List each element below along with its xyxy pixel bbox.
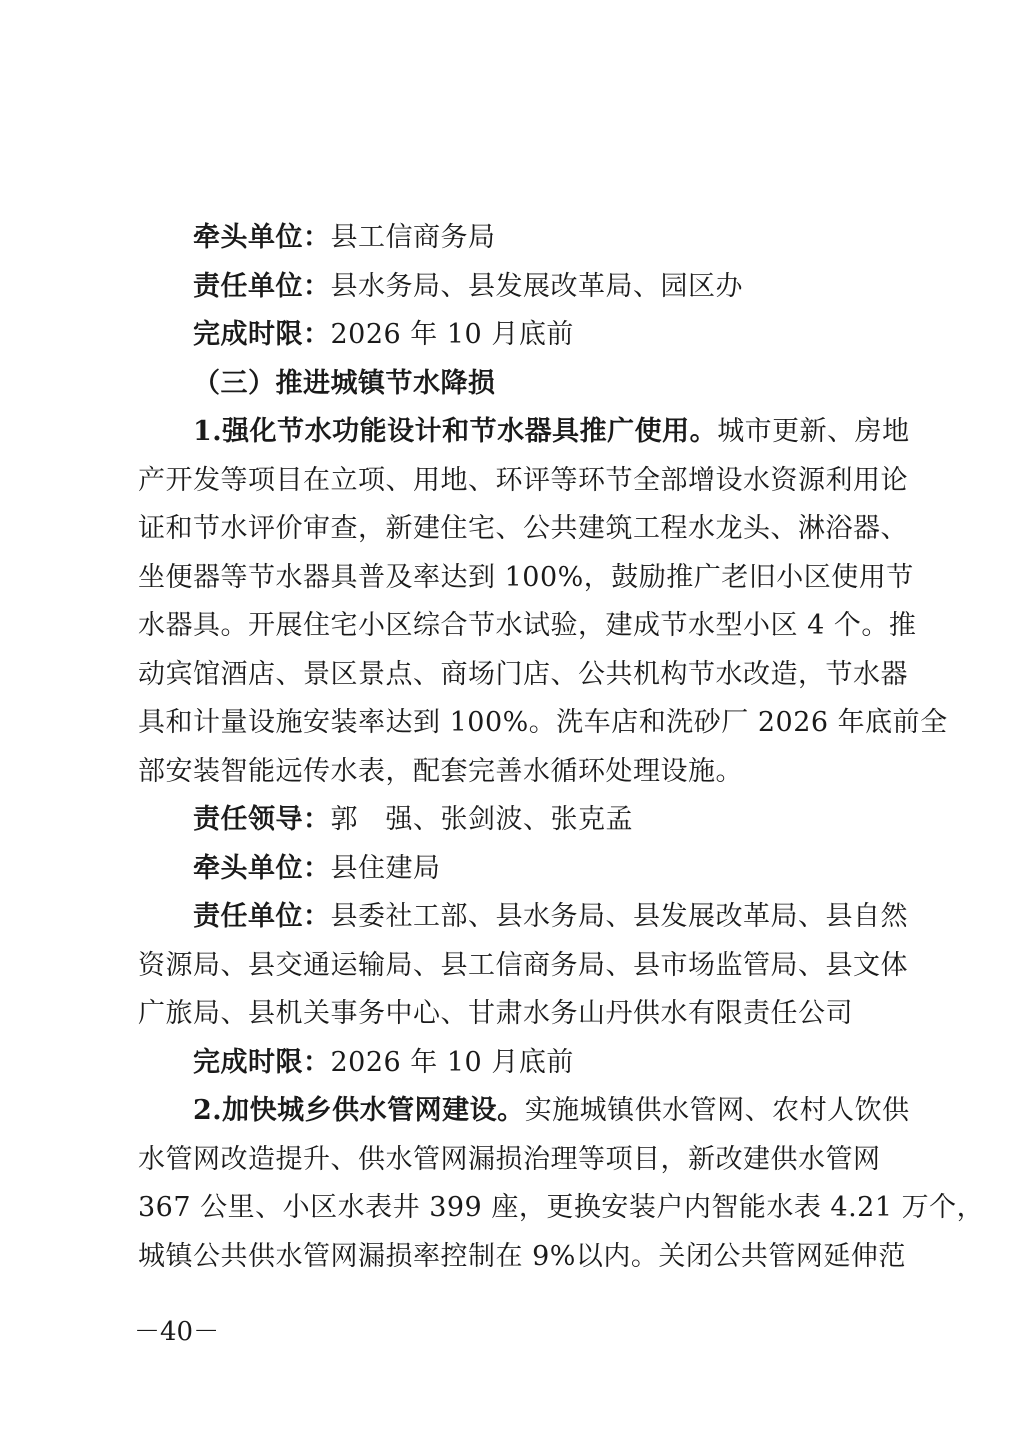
item1-title: 1.强化节水功能设计和节水器具推广使用。: [193, 416, 718, 447]
item1-line-1: [138, 408, 910, 457]
item2-line-2: 水管网改造提升、供水管网漏损治理等项目，新改建供水管网: [138, 1143, 881, 1175]
item1-deadline-value: 2026 年 10 月底前: [330, 1046, 574, 1078]
section-heading: （三）推进城镇节水降损: [193, 367, 496, 399]
item2-paragraph: [138, 1087, 985, 1281]
item2-line-3: 367 公里、小区水表井 399 座，更换安装户内智能水表 4.21 万个，: [138, 1192, 985, 1223]
item2-title: 2.加快城乡供水管网建设。: [193, 1095, 525, 1126]
item1-resp-line-3: 广旅局、县机关事务中心、甘肃水务山丹供水有限责任公司: [138, 998, 853, 1029]
item1-leader-value: 郭 强、张剑波、张克孟: [330, 804, 633, 835]
item2-text: 实施城镇供水管网、农村人饮供: [524, 1095, 910, 1126]
item2-line-4: 城镇公共供水管网漏损率控制在 9%以内。关闭公共管网延伸范: [138, 1240, 906, 1272]
deadline-label: 完成时限：: [193, 319, 331, 350]
item1-text: 城市更新、房地: [717, 416, 910, 447]
lead-unit-value: 县工信商务局: [330, 222, 496, 253]
item1-line-7: 具和计量设施安装率达到 100%。洗车店和洗砂厂 2026 年底前全: [138, 707, 948, 738]
item1-resp-line-2: 资源局、县交通运输局、县工信商务局、县市场监管局、县文体: [138, 949, 908, 981]
responsible-unit-value: 县水务局、县发展改革局、园区办: [330, 270, 743, 302]
item1-line-4: 坐便器等节水器具普及率达到 100%，鼓励推广老旧小区使用节: [138, 561, 914, 593]
item1-resp-line-1: [138, 893, 908, 942]
item1-line-5: 水器具。开展住宅小区综合节水试验，建成节水型小区 4 个。推: [138, 610, 917, 641]
item1-line-3: 证和节水评价审查，新建住宅、公共建筑工程水龙头、淋浴器、: [138, 513, 908, 544]
item1-lead-unit-line: [138, 845, 873, 894]
lead-unit-line: [138, 214, 873, 263]
item1-lead-unit-label: 牵头单位：: [193, 852, 331, 884]
item1-line-8: 部安装智能远传水表，配套完善水循环处理设施。: [138, 755, 743, 787]
lead-unit-label: 牵头单位：: [193, 222, 331, 253]
item1-responsible-unit: [138, 893, 908, 1039]
item1-line-6: 动宾馆酒店、景区景点、商场门店、公共机构节水改造，节水器: [138, 658, 908, 690]
responsible-unit-line: [138, 263, 873, 312]
item1-paragraph: [138, 408, 948, 796]
deadline-value: 2026 年 10 月底前: [330, 319, 574, 350]
page-number: －40－: [134, 1317, 220, 1347]
page-body: [138, 214, 985, 1281]
responsible-unit-label: 责任单位：: [193, 270, 331, 302]
item1-resp-text: 县委社工部、县水务局、县发展改革局、县自然: [330, 901, 908, 932]
item1-leader-line: [138, 796, 873, 845]
deadline-line: [138, 311, 873, 360]
item1-lead-unit-value: 县住建局: [330, 852, 441, 884]
item1-resp-label: 责任单位：: [193, 901, 331, 932]
item1-leader-label: 责任领导：: [193, 804, 331, 835]
item1-deadline-label: 完成时限：: [193, 1046, 331, 1078]
item1-line-2: 产开发等项目在立项、用地、环评等环节全部增设水资源利用论: [138, 464, 908, 496]
item1-deadline-line: [138, 1039, 873, 1088]
item2-line-1: [138, 1087, 910, 1136]
